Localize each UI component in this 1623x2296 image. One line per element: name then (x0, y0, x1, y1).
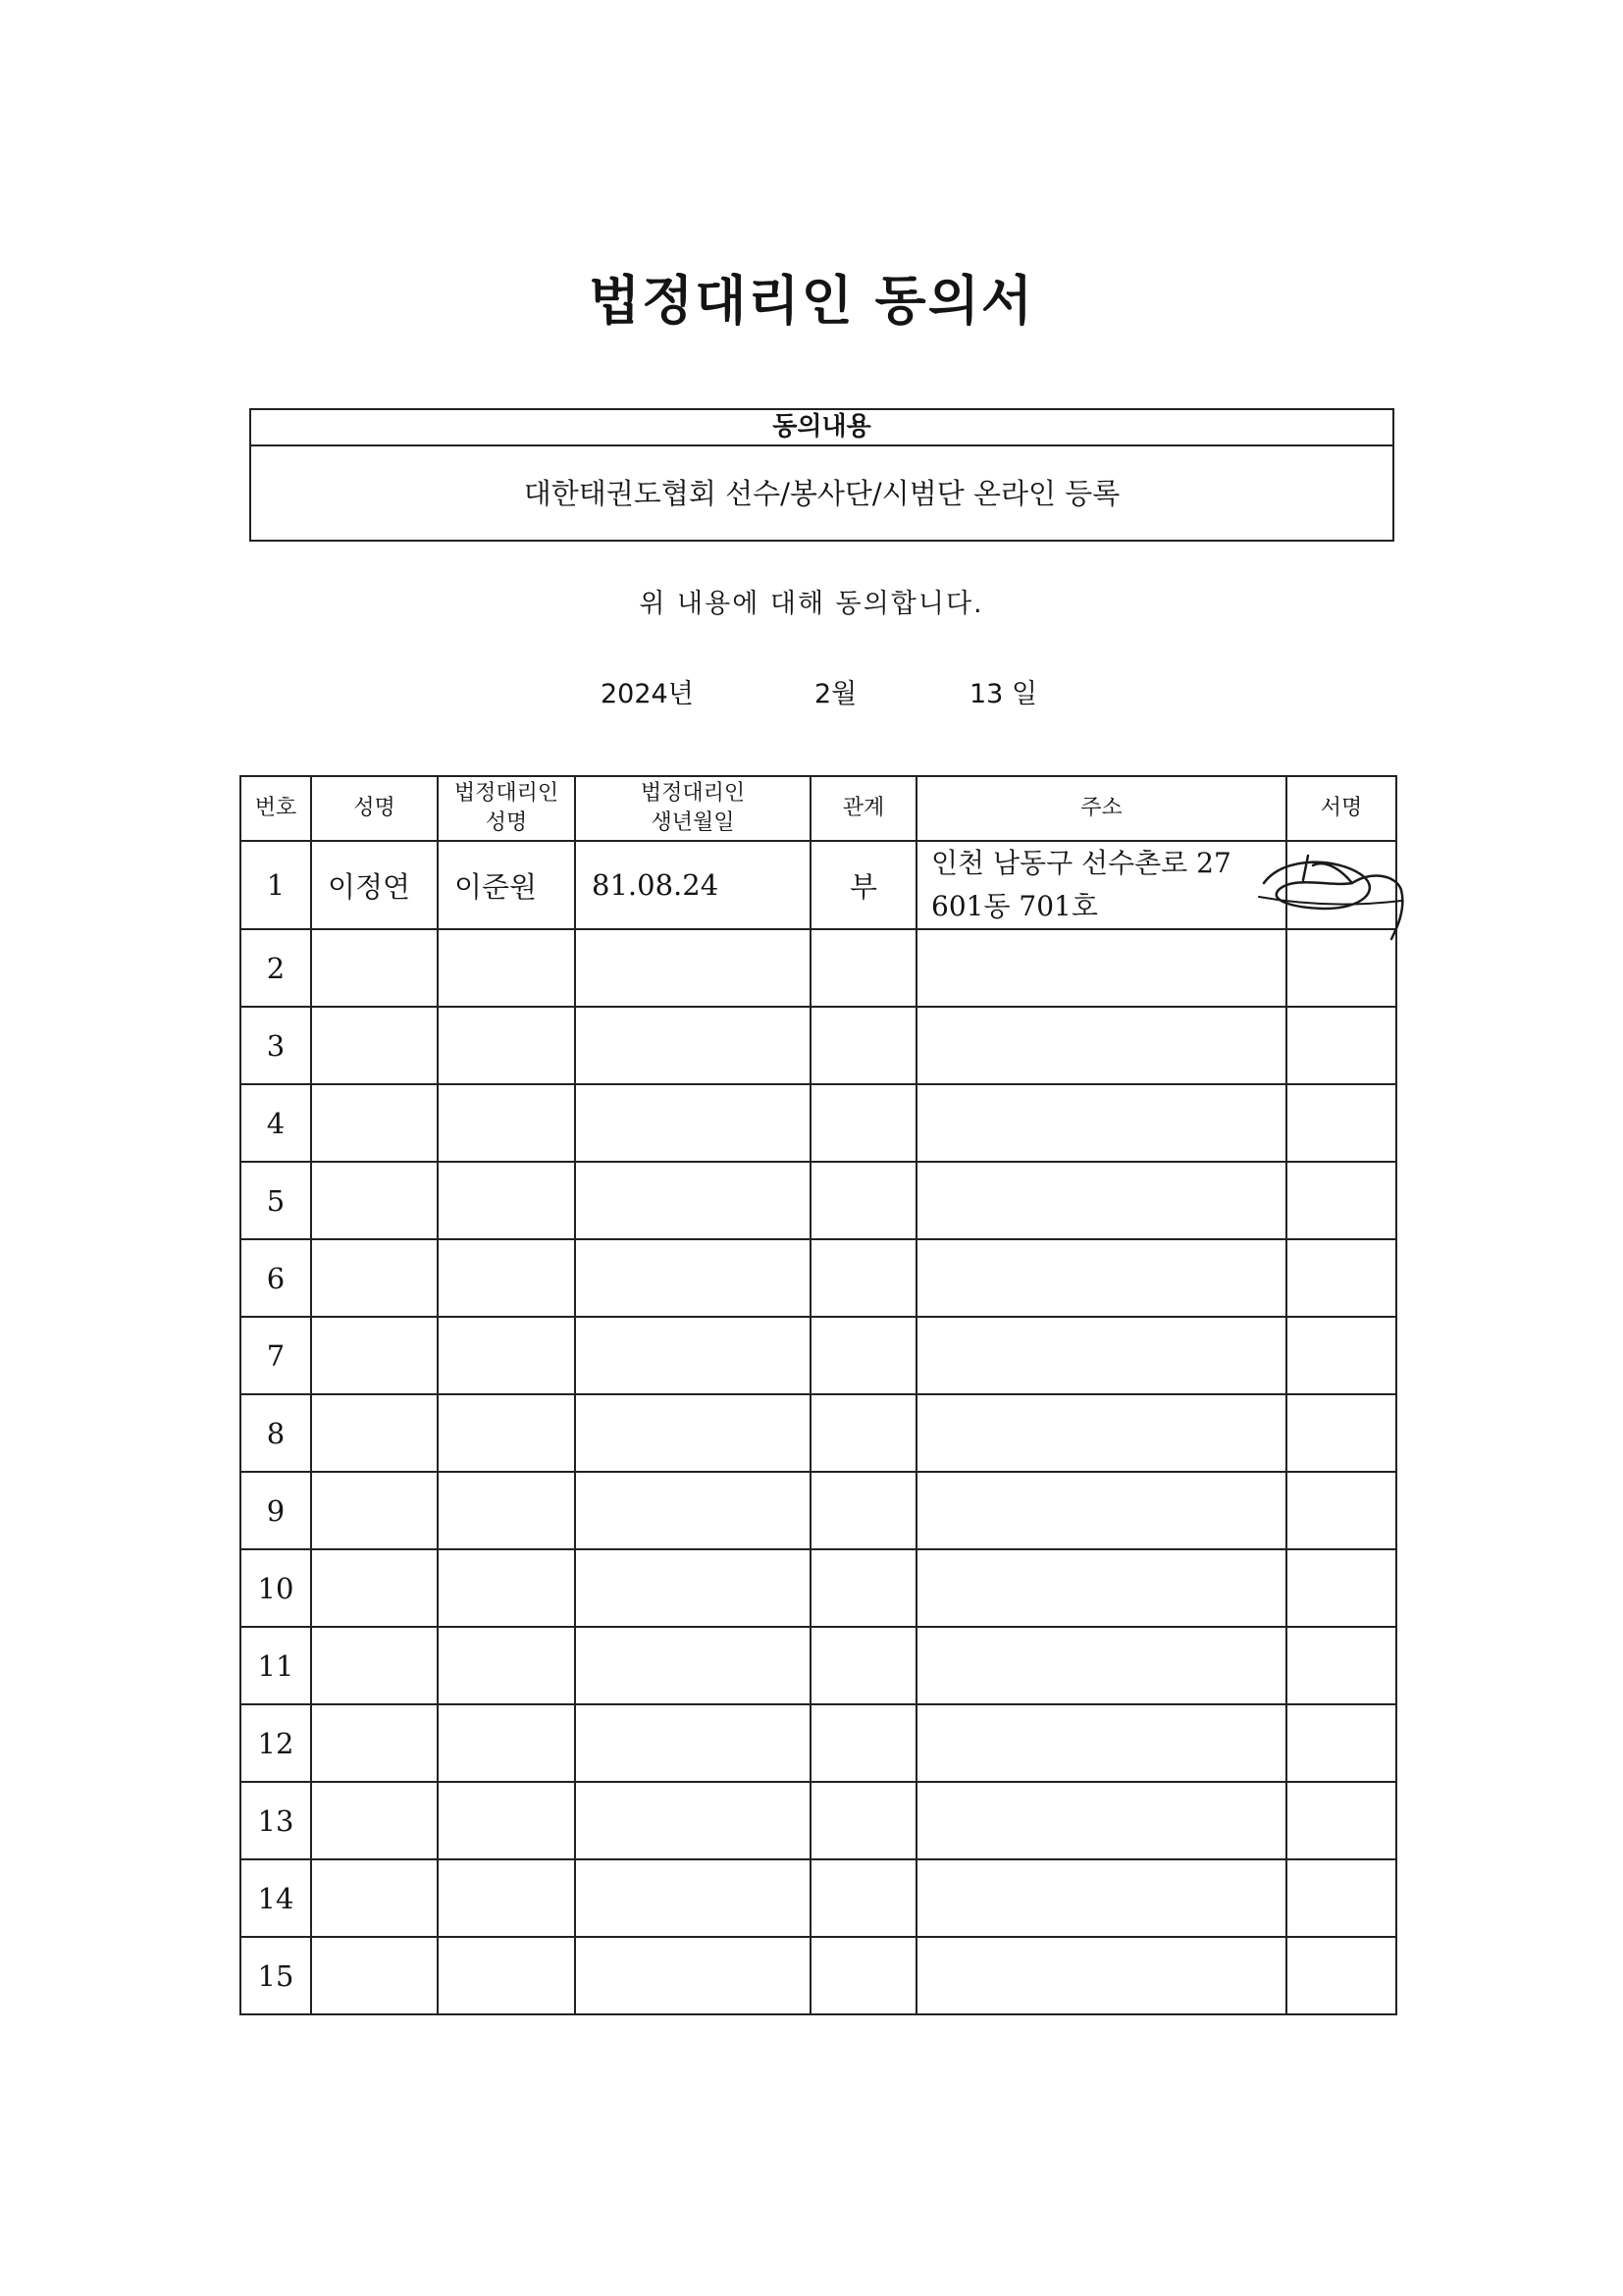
row-guardian-birth (575, 1472, 811, 1549)
row-relation (811, 929, 916, 1007)
row-guardian-name (438, 1084, 575, 1162)
row-number: 12 (240, 1704, 311, 1782)
row-relation (811, 1782, 916, 1859)
row-signature (1286, 1937, 1396, 2014)
row-guardian-name (438, 1394, 575, 1472)
table-row (240, 1704, 1396, 1782)
table-row (240, 1782, 1396, 1859)
table-row (240, 1627, 1396, 1704)
header-guardian-birth-line1: 법정대리인 (640, 781, 746, 806)
row-name (311, 1317, 438, 1394)
row-guardian-name (438, 1782, 575, 1859)
table-row (240, 1317, 1396, 1394)
row-address (916, 1317, 1286, 1394)
table-row (240, 1472, 1396, 1549)
row-relation (811, 1937, 916, 2014)
row-number: 4 (240, 1084, 311, 1162)
row-name (311, 1162, 438, 1239)
row-address (916, 1704, 1286, 1782)
consent-header: 동의내용 (251, 410, 1392, 446)
row-address (916, 1394, 1286, 1472)
row-signature (1286, 1782, 1396, 1859)
row-name (311, 1627, 438, 1704)
row-guardian-birth (575, 1162, 811, 1239)
row-name (311, 1394, 438, 1472)
row-address (916, 1937, 1286, 2014)
row-address-line1: 인천 남동구 선수촌로 27 (931, 847, 1231, 879)
row-guardian-name (438, 1627, 575, 1704)
row-guardian-name (438, 1937, 575, 2014)
row-guardian-birth (575, 1937, 811, 2014)
header-address: 주소 (916, 776, 1286, 841)
row-relation (811, 1549, 916, 1627)
row-name: 이정연 (311, 841, 438, 929)
row-guardian-name (438, 1239, 575, 1317)
row-number: 6 (240, 1239, 311, 1317)
row-name (311, 1007, 438, 1084)
row-number: 8 (240, 1394, 311, 1472)
row-guardian-birth (575, 1549, 811, 1627)
row-guardian-birth (575, 1317, 811, 1394)
row-guardian-name (438, 1162, 575, 1239)
row-guardian-name (438, 1549, 575, 1627)
row-relation (811, 1239, 916, 1317)
row-guardian-name (438, 929, 575, 1007)
header-signature: 서명 (1286, 776, 1396, 841)
row-guardian-birth (575, 1782, 811, 1859)
row-address (916, 1859, 1286, 1937)
table-row (240, 1394, 1396, 1472)
row-address (916, 1162, 1286, 1239)
table-row (240, 1859, 1396, 1937)
row-address (916, 929, 1286, 1007)
guardian-table (239, 775, 1397, 2015)
table-row (240, 1162, 1396, 1239)
row-guardian-birth (575, 1704, 811, 1782)
row-address (916, 1472, 1286, 1549)
table-row (240, 1937, 1396, 2014)
row-address (916, 1239, 1286, 1317)
header-guardian-birth-line2: 생년월일 (651, 810, 735, 835)
row-name (311, 1937, 438, 2014)
row-relation (811, 1007, 916, 1084)
row-guardian-birth (575, 1239, 811, 1317)
row-number: 11 (240, 1627, 311, 1704)
date-day: 13 일 (969, 679, 1038, 709)
header-relation: 관계 (811, 776, 916, 841)
row-relation: 부 (811, 841, 916, 929)
row-guardian-name (438, 1472, 575, 1549)
row-name (311, 1549, 438, 1627)
row-guardian-birth (575, 1084, 811, 1162)
row-signature (1286, 1549, 1396, 1627)
table-row (240, 1007, 1396, 1084)
row-relation (811, 1627, 916, 1704)
row-signature (1286, 1239, 1396, 1317)
row-guardian-birth (575, 1627, 811, 1704)
row-name (311, 929, 438, 1007)
row-guardian-birth: 81.08.24 (575, 841, 811, 929)
row-guardian-birth (575, 1394, 811, 1472)
row-relation (811, 1317, 916, 1394)
row-number: 3 (240, 1007, 311, 1084)
row-name (311, 1084, 438, 1162)
table-row (240, 841, 1396, 929)
row-name (311, 1859, 438, 1937)
table-row (240, 1084, 1396, 1162)
agreement-statement: 위 내용에 대해 동의합니다. (639, 589, 984, 619)
date-month: 2월 (814, 679, 858, 709)
row-signature (1286, 1394, 1396, 1472)
row-signature (1286, 1472, 1396, 1549)
row-relation (811, 1162, 916, 1239)
row-signature (1286, 1627, 1396, 1704)
row-number: 2 (240, 929, 311, 1007)
row-signature (1286, 1162, 1396, 1239)
row-name (311, 1472, 438, 1549)
header-guardian-name-line2: 성명 (485, 810, 528, 835)
row-number: 15 (240, 1937, 311, 2014)
row-address (916, 1782, 1286, 1859)
row-address (916, 1007, 1286, 1084)
row-number: 10 (240, 1549, 311, 1627)
row-relation (811, 1704, 916, 1782)
row-signature (1286, 1007, 1396, 1084)
row-signature (1286, 1859, 1396, 1937)
row-number: 14 (240, 1859, 311, 1937)
row-number: 9 (240, 1472, 311, 1549)
row-number: 1 (240, 841, 311, 929)
row-name (311, 1782, 438, 1859)
row-guardian-name (438, 1317, 575, 1394)
row-signature (1286, 1317, 1396, 1394)
row-address (916, 1549, 1286, 1627)
header-guardian-name (438, 776, 575, 841)
row-address (916, 841, 1286, 929)
row-guardian-name (438, 1007, 575, 1084)
signature-icon (1244, 836, 1411, 944)
header-guardian-birth (575, 776, 811, 841)
page-title: 법정대리인 동의서 (588, 270, 1035, 332)
row-name (311, 1239, 438, 1317)
row-number: 7 (240, 1317, 311, 1394)
row-address-line2: 601동 701호 (931, 890, 1098, 922)
table-row (240, 929, 1396, 1007)
row-relation (811, 1394, 916, 1472)
row-guardian-birth (575, 1859, 811, 1937)
row-relation (811, 1859, 916, 1937)
row-number: 13 (240, 1782, 311, 1859)
row-address (916, 1084, 1286, 1162)
row-signature (1286, 1084, 1396, 1162)
row-guardian-birth (575, 1007, 811, 1084)
date-year: 2024년 (601, 679, 694, 709)
consent-box (249, 408, 1394, 542)
header-guardian-name-line1: 법정대리인 (453, 781, 559, 806)
row-guardian-name (438, 1704, 575, 1782)
header-number: 번호 (240, 776, 311, 841)
row-address (916, 1627, 1286, 1704)
table-header-row (240, 776, 1396, 841)
table-row (240, 1239, 1396, 1317)
row-relation (811, 1472, 916, 1549)
table-row (240, 1549, 1396, 1627)
row-guardian-name: 이준원 (438, 841, 575, 929)
consent-content: 대한태권도협회 선수/봉사단/시범단 온라인 등록 (523, 477, 1121, 510)
row-relation (811, 1084, 916, 1162)
header-name: 성명 (311, 776, 438, 841)
row-name (311, 1704, 438, 1782)
row-guardian-birth (575, 929, 811, 1007)
row-guardian-name (438, 1859, 575, 1937)
row-signature (1286, 1704, 1396, 1782)
row-number: 5 (240, 1162, 311, 1239)
